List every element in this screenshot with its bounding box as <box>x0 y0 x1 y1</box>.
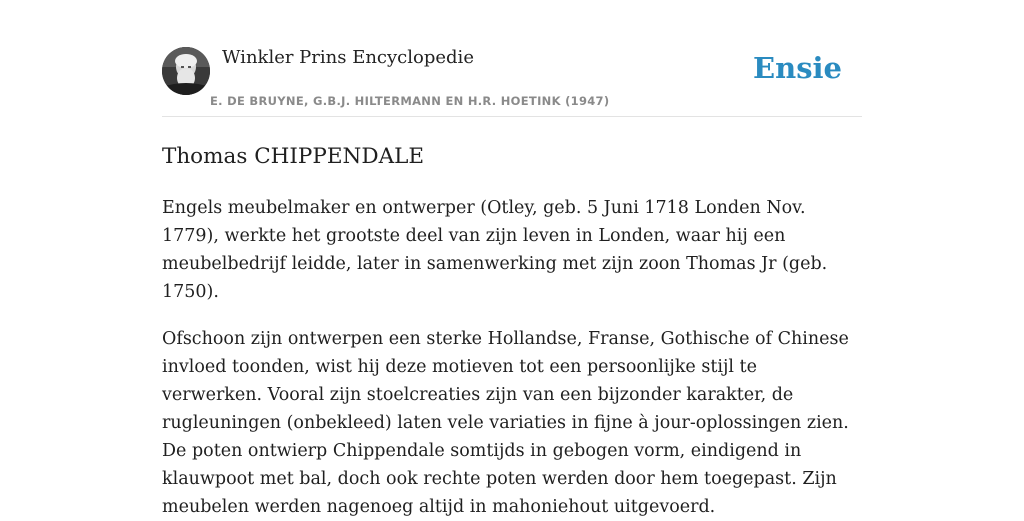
authors-line: E. DE BRUYNE, G.B.J. HILTERMANN EN H.R. HOETINK (1947) <box>210 94 610 108</box>
header <box>162 0 862 117</box>
page <box>162 0 862 521</box>
article-paragraph-2: Ofschoon zijn ontwerpen een sterke Hollandse, Franse, Gothische of Chinese invloed toonden, wist hij deze motieven tot een persoonlijke stijl te verwerken. Vooral zijn stoelcreaties zijn van een bijzonder karakter, de rugleuningen (onbekleed) laten vele variaties in fijne à jour-oplossingen zien. De poten ontwierp Chippendale somtijds in gebogen vorm, eindigend in klauwpoot met bal, doch ook rechte poten werden door hem toegepast. Zijn meubelen werden nagenoeg altijd in mahoniehout uitgevoerd. <box>162 329 849 517</box>
site-title[interactable]: Winkler Prins Encyclopedie <box>222 47 474 68</box>
author-avatar[interactable] <box>162 47 210 95</box>
portrait-photo-icon <box>162 47 210 95</box>
article-paragraph-1: Engels meubelmaker en ontwerper (Otley, geb. 5 Juni 1718 Londen Nov. 1779), werkte het grootste deel van zijn leven in Londen, waar hij een meubelbedrijf leidde, later in samenwerking met zijn zoon Thomas Jr (geb. 1750). <box>162 198 828 302</box>
article-title: Thomas CHIPPENDALE <box>162 144 425 169</box>
brand-logo[interactable]: Ensie <box>753 51 842 85</box>
